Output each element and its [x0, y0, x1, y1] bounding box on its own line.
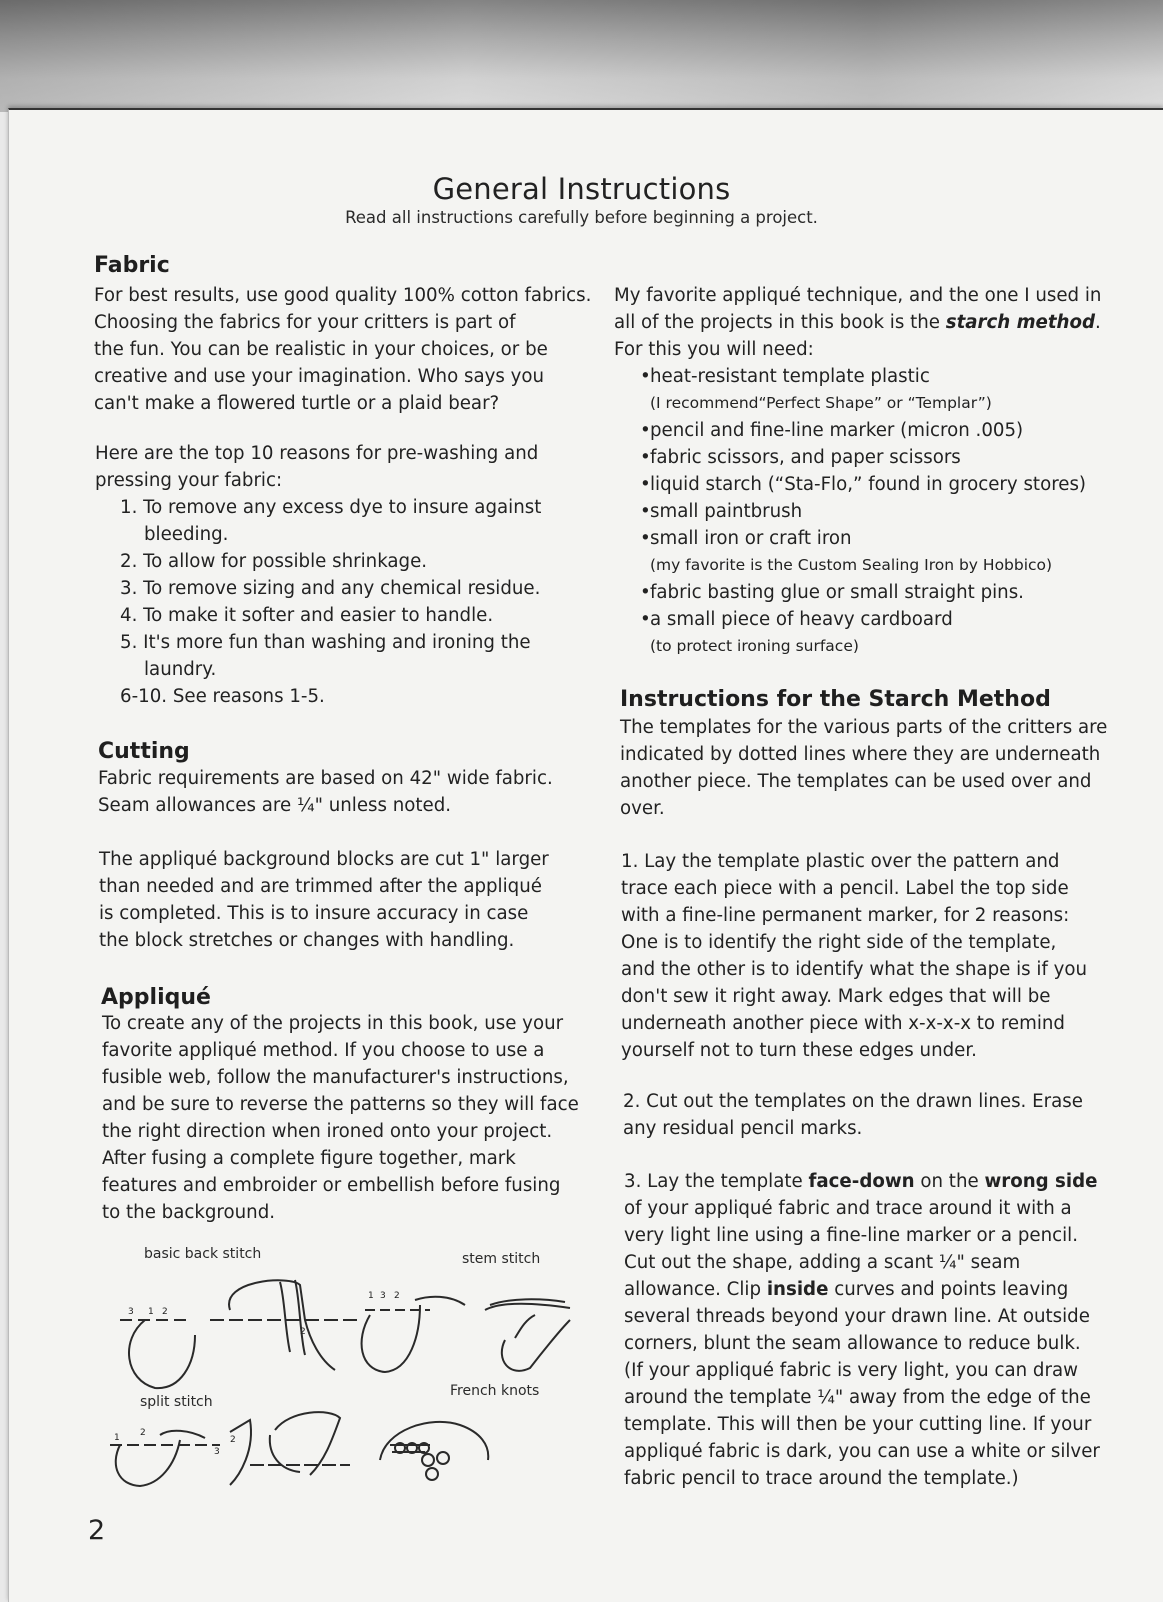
bullet: •: [640, 501, 651, 522]
stitch-number: 3: [380, 1291, 386, 1301]
text-line: The appliqué background blocks are cut 1" larger: [99, 849, 549, 870]
text-line: several threads beyond your drawn line. At outside: [624, 1306, 1090, 1327]
cutting-text-1: [98, 765, 598, 819]
text-line: (If your appliqué fabric is very light, you can draw: [624, 1360, 1078, 1381]
emphasis: starch method: [945, 312, 1096, 333]
supply-text: a small piece of heavy cardboard: [650, 609, 953, 630]
emphasis: inside: [766, 1279, 829, 1300]
text-line: pressing your fabric:: [95, 470, 283, 491]
list-item: 5. It's more fun than washing and ironing the laundry.: [120, 632, 531, 680]
bullet: •: [640, 420, 651, 441]
text-line: appliqué fabric is dark, you can use a white or silver: [624, 1441, 1100, 1462]
text-line: favorite appliqué method. If you choose to use a: [102, 1040, 545, 1061]
stitch-number: 3: [128, 1307, 134, 1317]
applique-text: [102, 1010, 602, 1226]
supply-item: [618, 471, 1128, 498]
text-line: 2. Cut out the templates on the drawn lines. Erase: [623, 1091, 1083, 1112]
supply-item: [618, 606, 1128, 633]
list-item: 6-10. See reasons 1-5.: [120, 686, 325, 707]
list-item: 4. To make it softer and easier to handle.: [120, 605, 494, 626]
split-stitch-diagram: [110, 1412, 350, 1486]
text-line: any residual pencil marks.: [623, 1118, 863, 1139]
stitch-diagrams: [100, 1260, 600, 1500]
text-span: curves and points leaving: [828, 1279, 1069, 1300]
list-item: 1. To remove any excess dye to insure against bleeding.: [120, 497, 542, 545]
text-line: Fabric requirements are based on 42" wide fabric.: [98, 768, 553, 789]
step-1: [621, 848, 1131, 1064]
cutting-heading: Cutting: [98, 739, 190, 764]
text-line: [614, 309, 1124, 336]
emphasis: wrong side: [984, 1171, 1098, 1192]
starch-intro-text: [620, 714, 1130, 822]
supply-text: fabric basting glue or small straight pins.: [650, 582, 1024, 603]
list-item: 3. To remove sizing and any chemical residue.: [120, 578, 541, 599]
text-line: of your appliqué fabric and trace around it with a: [624, 1198, 1072, 1219]
supply-text: heat-resistant template plastic: [650, 366, 930, 387]
supplies-list: [618, 363, 1128, 660]
text-span: on the: [914, 1171, 985, 1192]
supply-item: [618, 525, 1128, 552]
cutting-text-2: [99, 846, 599, 954]
scan-shadow: [0, 0, 1163, 112]
supply-text: liquid starch (“Sta-Flo,” found in grocery stores): [650, 474, 1087, 495]
stem-stitch-label: stem stitch: [462, 1251, 541, 1267]
fabric-heading: Fabric: [94, 253, 170, 278]
stitch-number: 2: [140, 1428, 146, 1438]
stem-stitch-diagram: [362, 1291, 570, 1372]
text-span: all of the projects in this book is the: [614, 312, 946, 333]
bullet: •: [640, 447, 651, 468]
text-line: My favorite appliqué technique, and the one I used in: [614, 285, 1102, 306]
text-line: underneath another piece with x-x-x-x to remind: [621, 1013, 1065, 1034]
bullet: •: [640, 528, 651, 549]
supply-note: (I recommend“Perfect Shape” or “Templar”): [650, 394, 992, 412]
french-knots-diagram: [380, 1422, 488, 1480]
text-line: features and embroider or embellish before fusing: [102, 1175, 561, 1196]
applique-heading: Appliqué: [101, 985, 211, 1010]
page-subtitle: Read all instructions carefully before beginning a project.: [345, 208, 818, 227]
text-line: Seam allowances are ¼" unless noted.: [98, 795, 452, 816]
reasons-list: [120, 494, 560, 710]
supply-note: (my favorite is the Custom Sealing Iron by Hobbico): [650, 556, 1053, 574]
text-line: around the template ¼" away from the edge of the: [624, 1387, 1091, 1408]
supply-item: [618, 363, 1128, 390]
text-span: allowance. Clip: [624, 1279, 767, 1300]
text-line: [624, 1276, 1134, 1303]
emphasis: face-down: [808, 1171, 915, 1192]
text-line: yourself not to turn these edges under.: [621, 1040, 977, 1061]
bullet: •: [640, 582, 651, 603]
starch-heading: Instructions for the Starch Method: [620, 687, 1051, 712]
stitch-number: 1: [114, 1433, 120, 1443]
text-line: the fun. You can be realistic in your choices, or be: [94, 339, 548, 360]
stitch-number: 2: [300, 1327, 306, 1337]
supply-text: pencil and fine-line marker (micron .005): [650, 420, 1024, 441]
text-line: For this you will need:: [614, 339, 814, 360]
supply-text: small iron or craft iron: [650, 528, 852, 549]
supply-item: [618, 444, 1128, 471]
step-3: [624, 1168, 1134, 1492]
text-line: After fusing a complete figure together, mark: [102, 1148, 516, 1169]
text-line: to the background.: [102, 1202, 276, 1223]
text-line: and the other is to identify what the shape is if you: [621, 959, 1088, 980]
bullet: •: [640, 474, 651, 495]
text-line: can't make a flowered turtle or a plaid bear?: [94, 393, 500, 414]
supply-item: [618, 579, 1128, 606]
bullet: •: [640, 366, 651, 387]
text-line: [624, 1168, 1134, 1195]
text-line: another piece. The templates can be used over and: [620, 771, 1092, 792]
text-line: One is to identify the right side of the template,: [621, 932, 1057, 953]
text-line: The templates for the various parts of the critters are: [620, 717, 1108, 738]
page-title: General Instructions: [432, 172, 731, 206]
text-line: the right direction when ironed onto your project.: [102, 1121, 553, 1142]
stitch-number: 2: [230, 1435, 236, 1445]
text-line: trace each piece with a pencil. Label the top side: [621, 878, 1069, 899]
list-item: 2. To allow for possible shrinkage.: [120, 551, 428, 572]
split-stitch-label: split stitch: [140, 1394, 213, 1410]
back-stitch-label: basic back stitch: [144, 1246, 262, 1262]
starch-intro: [614, 282, 1124, 363]
text-line: than needed and are trimmed after the appliqué: [99, 876, 542, 897]
supply-item: [618, 417, 1128, 444]
stitch-number: 2: [162, 1307, 168, 1317]
step-2: [623, 1088, 1133, 1142]
reasons-intro: [95, 440, 595, 494]
stitch-number: 1: [368, 1291, 374, 1301]
text-span: .: [1095, 312, 1101, 333]
text-span: 3. Lay the template: [624, 1171, 809, 1192]
text-line: fusible web, follow the manufacturer's instructions,: [102, 1067, 569, 1088]
text-line: is completed. This is to insure accuracy in case: [99, 903, 529, 924]
text-line: Here are the top 10 reasons for pre-washing and: [95, 443, 539, 464]
stitch-number: 3: [214, 1447, 220, 1457]
text-line: creative and use your imagination. Who says you: [94, 366, 545, 387]
page-number: 2: [88, 1515, 106, 1546]
text-line: and be sure to reverse the patterns so they will face: [102, 1094, 579, 1115]
text-line: the block stretches or changes with handling.: [99, 930, 515, 951]
text-line: 1. Lay the template plastic over the pattern and: [621, 851, 1060, 872]
supply-text: fabric scissors, and paper scissors: [650, 447, 961, 468]
text-line: indicated by dotted lines where they are underneath: [620, 744, 1101, 765]
text-line: don't sew it right away. Mark edges that will be: [621, 986, 1051, 1007]
text-line: For best results, use good quality 100% cotton fabrics.: [94, 285, 592, 306]
stitch-number: 1: [148, 1307, 154, 1317]
text-line: Cut out the shape, adding a scant ¼" seam: [624, 1252, 1021, 1273]
bullet: •: [640, 609, 651, 630]
supply-note: (to protect ironing surface): [650, 637, 859, 655]
supply-text: small paintbrush: [650, 501, 803, 522]
french-knots-label: French knots: [450, 1383, 540, 1399]
text-line: Choosing the fabrics for your critters is part of: [94, 312, 516, 333]
text-line: over.: [620, 798, 665, 819]
text-line: template. This will then be your cutting line. If your: [624, 1414, 1092, 1435]
text-line: with a fine-line permanent marker, for 2 reasons:: [621, 905, 1070, 926]
fabric-intro: [94, 282, 594, 417]
text-line: To create any of the projects in this book, use your: [102, 1013, 564, 1034]
stitch-number: 2: [394, 1291, 400, 1301]
text-line: very light line using a fine-line marker or a pencil.: [624, 1225, 1078, 1246]
text-line: corners, blunt the seam allowance to reduce bulk.: [624, 1333, 1081, 1354]
back-stitch-diagram: [120, 1280, 360, 1388]
text-line: fabric pencil to trace around the template.): [624, 1468, 1019, 1489]
supply-item: [618, 498, 1128, 525]
